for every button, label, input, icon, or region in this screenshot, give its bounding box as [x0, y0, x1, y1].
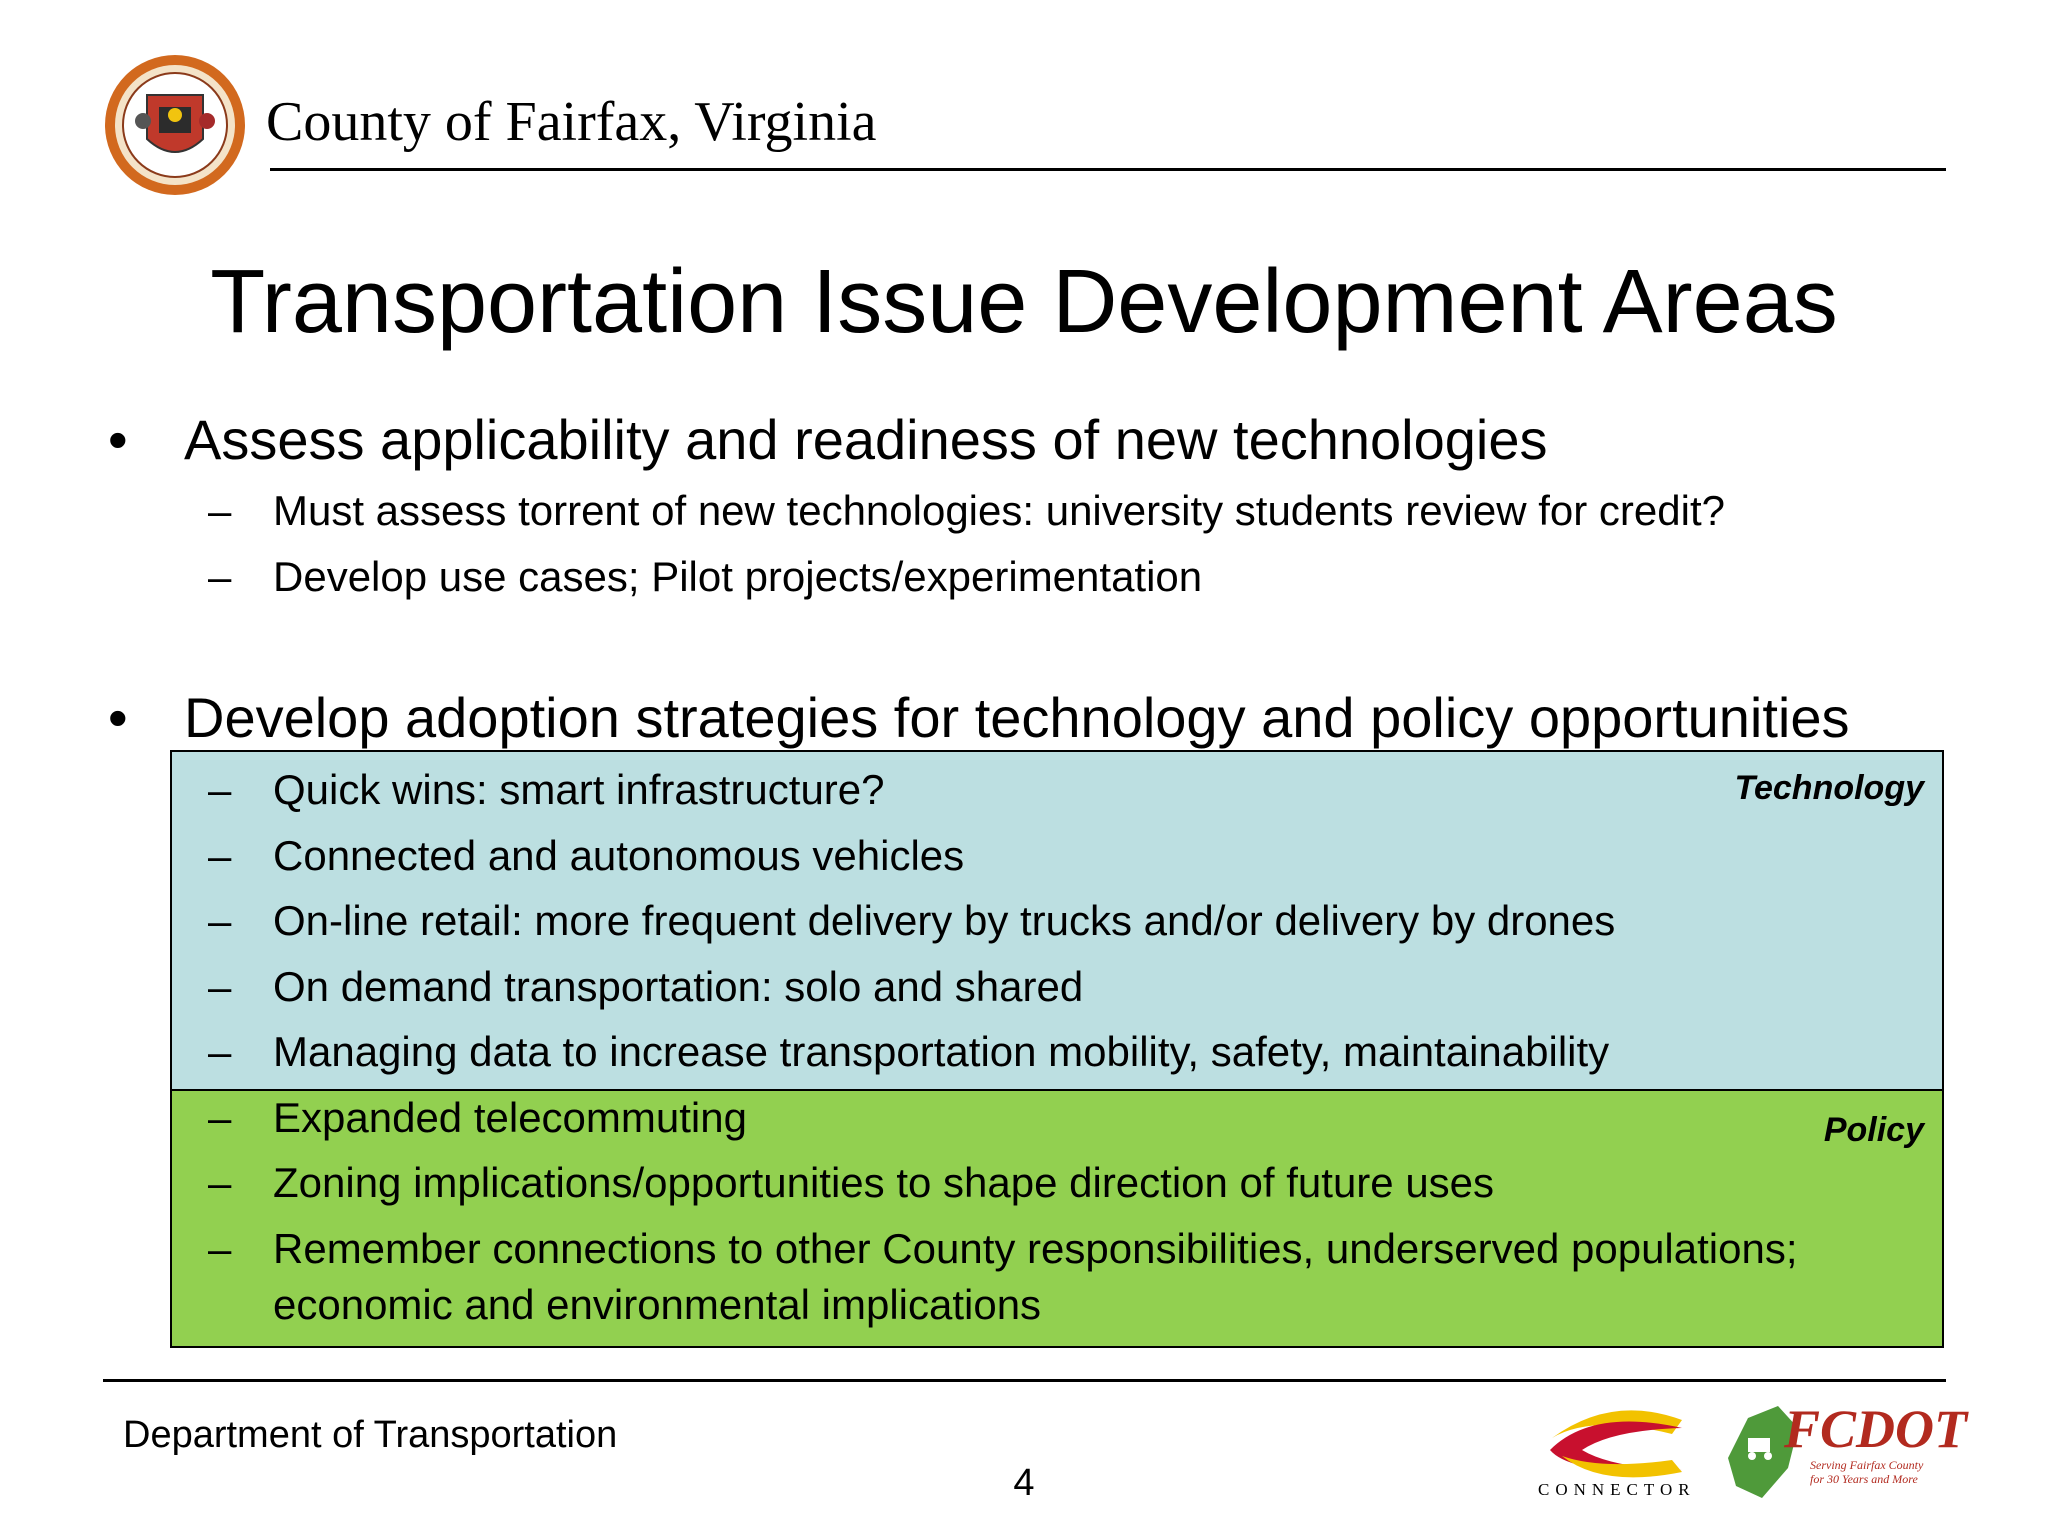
page-number: 4 [1013, 1462, 1035, 1504]
policy-label: Policy [1823, 1111, 1924, 1149]
footer-divider [103, 1379, 1946, 1382]
list-item-text: Must assess torrent of new technologies: university students review for credit? [273, 487, 1725, 534]
dash-marker: – [208, 832, 232, 879]
county-title: County of Fairfax, Virginia [266, 91, 877, 153]
bullet-heading: Assess applicability and readiness of new technologies [184, 408, 1548, 471]
list-item-text: Expanded telecommuting [273, 1094, 747, 1141]
dash-marker: – [208, 553, 232, 600]
dash-marker: – [208, 1159, 232, 1206]
department-label: Department of Transportation [123, 1414, 618, 1456]
header-divider [270, 168, 1946, 171]
list-item-text: economic and environmental implications [273, 1281, 1042, 1328]
county-seal-logo [103, 53, 247, 197]
technology-label: Technology [1734, 769, 1924, 807]
dash-marker: – [208, 1094, 232, 1141]
list-item-text: Quick wins: smart infrastructure? [273, 766, 885, 813]
bullet-heading: Develop adoption strategies for technology and policy opportunities [184, 686, 1850, 749]
dash-marker: – [208, 487, 232, 534]
list-item-text: Managing data to increase transportation mobility, safety, maintainability [273, 1028, 1610, 1075]
dash-marker: – [208, 766, 232, 813]
fcdot-wordmark: FCDOT [1784, 1399, 1968, 1459]
dash-marker: – [208, 897, 232, 944]
connector-wordmark: CONNECTOR [1538, 1480, 1696, 1499]
fcdot-tagline: Serving Fairfax County for 30 Years and More [1810, 1458, 1924, 1486]
dash-marker: – [208, 963, 232, 1010]
list-item-text: On-line retail: more frequent delivery by trucks and/or delivery by drones [273, 897, 1616, 944]
list-item-text: Remember connections to other County responsibilities, underserved populations; [273, 1225, 1798, 1272]
list-item-text: Connected and autonomous vehicles [273, 832, 965, 879]
bullet-marker: • [108, 408, 128, 471]
list-item-text: Zoning implications/opportunities to shape direction of future uses [273, 1159, 1495, 1206]
slide-title: Transportation Issue Development Areas [210, 252, 1838, 352]
bullet-marker: • [108, 686, 128, 749]
dash-marker: – [208, 1028, 232, 1075]
list-item-text: Develop use cases; Pilot projects/experimentation [273, 553, 1203, 600]
dash-marker: – [208, 1225, 232, 1272]
list-item-text: On demand transportation: solo and shared [273, 963, 1084, 1010]
